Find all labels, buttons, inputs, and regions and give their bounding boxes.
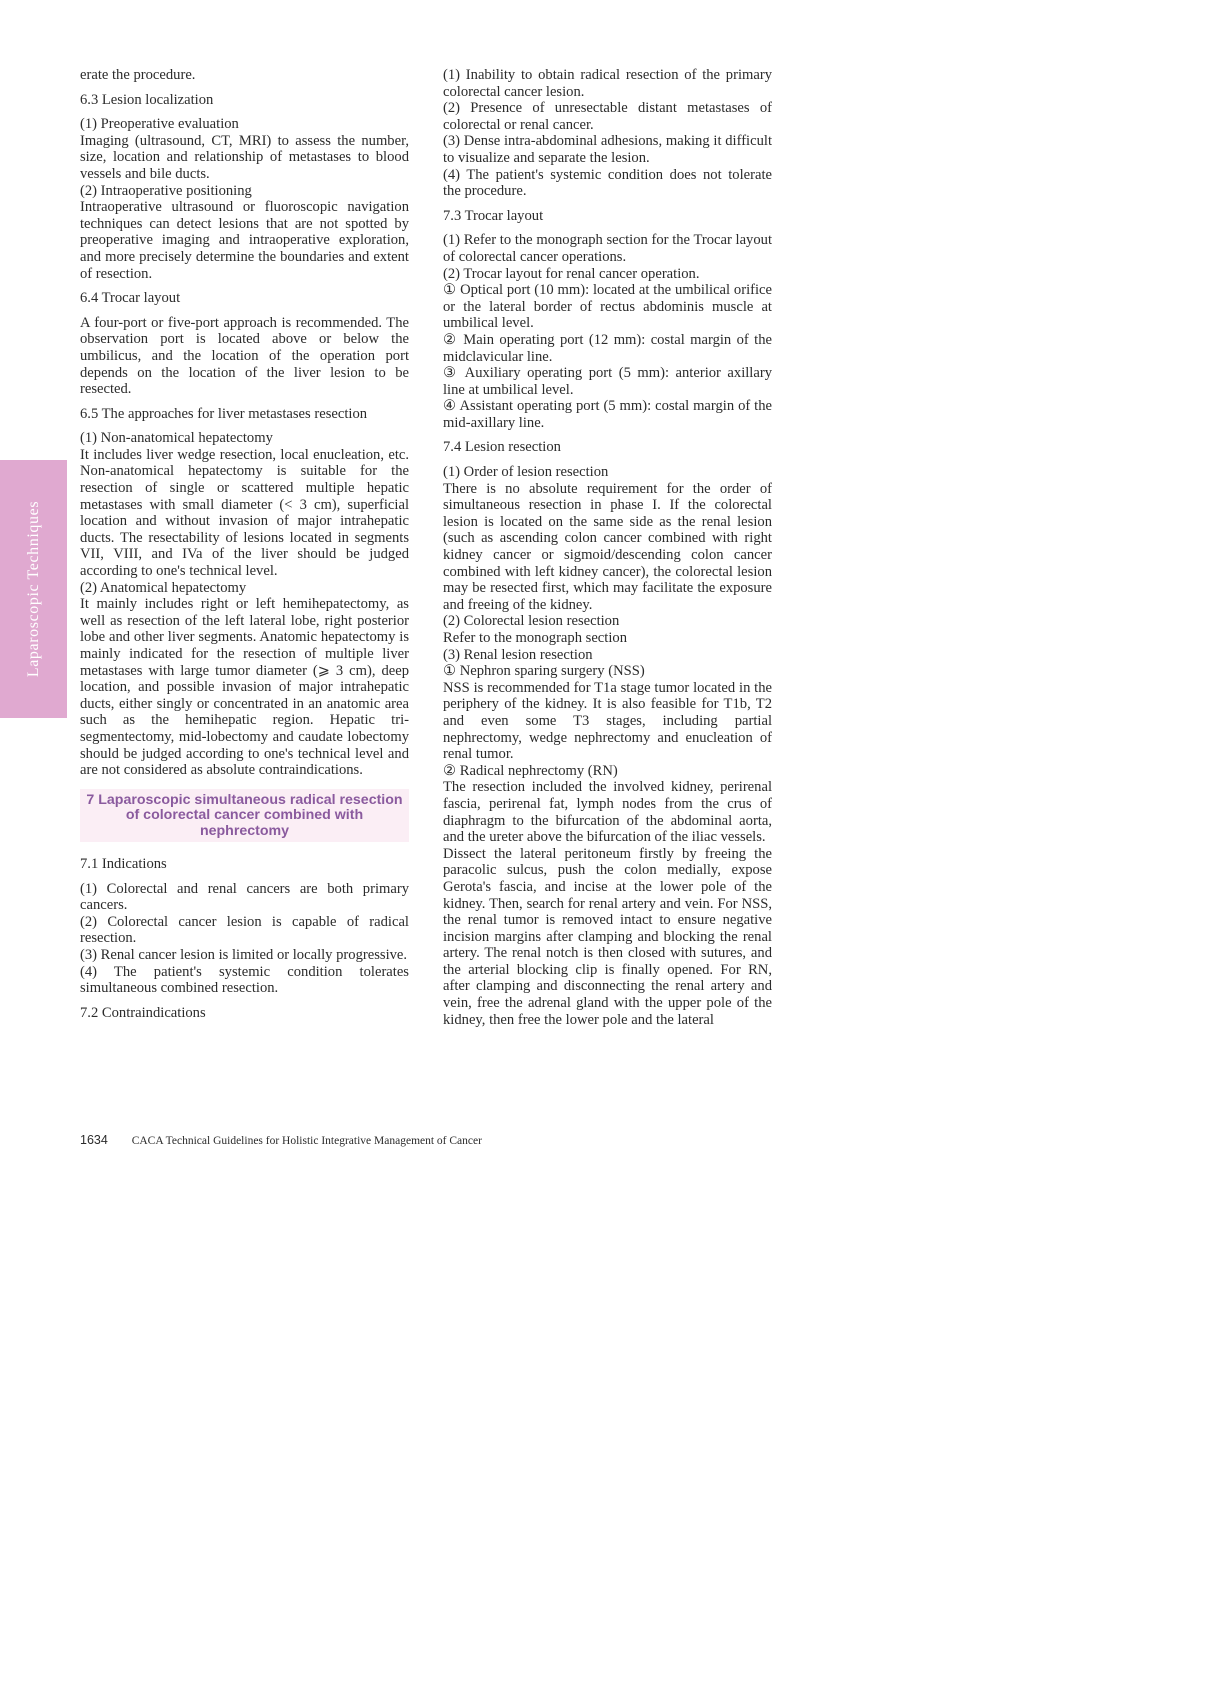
- paragraph: (2) Colorectal lesion resection: [443, 613, 620, 630]
- paragraph: (1) Colorectal and renal cancers are both primary cancers.: [80, 880, 409, 914]
- paragraph: (3) Renal lesion resection: [443, 646, 593, 663]
- subsection-heading: 6.4 Trocar layout: [80, 290, 181, 307]
- page-footer: [80, 1133, 482, 1147]
- right-column: [443, 67, 772, 1028]
- journal-title: CACA Technical Guidelines for Holistic Integrative Management of Cancer: [131, 1135, 482, 1147]
- subsection-heading: 6.3 Lesion localization: [80, 91, 214, 108]
- side-tab-label: Laparoscopic Techniques: [24, 500, 42, 678]
- paragraph: (3) Dense intra-abdominal adhesions, making it difficult to visualize and separate the lesion.: [443, 133, 772, 166]
- paragraph: ③ Auxiliary operating port (5 mm): anterior axillary line at umbilical level.: [443, 365, 772, 398]
- paragraph: Refer to the monograph section: [443, 630, 627, 646]
- paragraph: Intraoperative ultrasound or fluoroscopic navigation techniques can detect lesions that are not spotted by preoperative imaging and intraoperative exploration, and more precisely determine the boundaries and extent of resection.: [80, 199, 409, 282]
- paragraph: The resection included the involved kidney, perirenal fascia, perirenal fat, lymph nodes from the crus of diaphragm to the bifurcation of the abdominal aorta, and the ureter above the bifurcation of the iliac vessels.: [443, 779, 772, 846]
- paragraph: ② Main operating port (12 mm): costal margin of the midclavicular line.: [443, 331, 772, 365]
- paragraph: ① Nephron sparing surgery (NSS): [443, 663, 645, 680]
- paragraph: ② Radical nephrectomy (RN): [443, 762, 618, 779]
- subsection-heading: 7.2 Contraindications: [80, 1004, 206, 1021]
- paragraph: A four-port or five-port approach is recommended. The observation port is located above or below the umbilicus, and the location of the operation port depends on the location of the liver lesion to be resected.: [80, 314, 409, 398]
- page-number: 1634: [80, 1133, 108, 1147]
- subsection-heading: 7.3 Trocar layout: [443, 207, 544, 224]
- subsection-heading: 7.1 Indications: [80, 855, 167, 872]
- paragraph: (2) Anatomical hepatectomy: [80, 579, 247, 596]
- paragraph: Dissect the lateral peritoneum firstly by freeing the paracolic sulcus, push the colon medially, expose Gerota's fascia, and incise at the lower pole of the kidney. Then, search for renal artery and vein. For NSS, the renal tumor is removed intact to ensure negative incision margins after clamping and blocking the renal artery. The renal notch is then closed with sutures, and the arterial blocking clip is finally opened. For RN, after clamping and disconnecting the renal artery and vein, free the adrenal gland with the upper pole of the kidney, then free the lower pole and the lateral: [443, 845, 772, 1028]
- paragraph: ① Optical port (10 mm): located at the umbilical orifice or the lateral border of rectus abdominis muscle at umbilical level.: [443, 282, 772, 332]
- paragraph: (1) Inability to obtain radical resection of the primary colorectal cancer lesion.: [443, 67, 772, 100]
- section-heading: 7 Laparoscopic simultaneous radical resection of colorectal cancer combined with nephrectomy: [86, 791, 403, 839]
- paragraph: (2) Presence of unresectable distant metastases of colorectal or renal cancer.: [443, 100, 772, 133]
- paragraph: (4) The patient's systemic condition tolerates simultaneous combined resection.: [80, 963, 409, 997]
- left-column: [80, 67, 409, 1029]
- paragraph: (1) Refer to the monograph section for the Trocar layout of colorectal cancer operations.: [443, 232, 772, 265]
- paragraph: (4) The patient's systemic condition does not tolerate the procedure.: [443, 166, 772, 200]
- paragraph: ④ Assistant operating port (5 mm): costal margin of the mid-axillary line.: [443, 398, 772, 431]
- paragraph: (1) Preoperative evaluation: [80, 116, 239, 133]
- paragraph: (2) Trocar layout for renal cancer operation.: [443, 265, 700, 282]
- paragraph: It includes liver wedge resection, local enucleation, etc. Non-anatomical hepatectomy is suitable for the resection of single or scattered multiple hepatic metastases with small diameter (< 3 cm), superficial location and without invasion of major intrahepatic ducts. The resectability of lesions located in segments VII, VIII, and IVa of the liver should be judged according to one's technical level.: [80, 446, 409, 580]
- paragraph: NSS is recommended for T1a stage tumor located in the periphery of the kidney. It is also feasible for T1b, T2 and even some T3 stages, including partial nephrectomy, wedge nephrectomy and enucleation of renal tumor.: [443, 679, 772, 763]
- paragraph: erate the procedure.: [80, 67, 196, 83]
- paragraph: There is no absolute requirement for the order of simultaneous resection in phase I. If the colorectal lesion is located on the same side as the renal lesion (such as ascending colon cancer combined with right kidney cancer or sigmoid/descending colon cancer combined with left kidney cancer), the colorectal lesion may be resected first, which may facilitate the exposure and freeing of the kidney.: [443, 480, 772, 613]
- section-heading-box: [80, 789, 409, 842]
- paragraph: It mainly includes right or left hemihepatectomy, as well as resection of the left lateral lobe, right posterior lobe and other liver segments. Anatomic hepatectomy is mainly indicated for the resection of multiple liver metastases with large tumor diameter (⩾ 3 cm), deep location, and possible invasion of major intrahepatic ducts, either singly or concentrated in an anatomic area such as the hemihepatic region. Hepatic tri-segmentectomy, mid-lobectomy and caudate lobectomy should be judged according to one's technical level and are not considered as absolute contraindications.: [80, 596, 409, 779]
- paragraph: Imaging (ultrasound, CT, MRI) to assess the number, size, location and relationship of metastases to blood vessels and bile ducts.: [80, 132, 409, 182]
- paragraph: (3) Renal cancer lesion is limited or locally progressive.: [80, 946, 408, 963]
- paragraph: (1) Non-anatomical hepatectomy: [80, 430, 273, 447]
- side-section-tab: [0, 460, 67, 718]
- paragraph: (2) Colorectal cancer lesion is capable of radical resection.: [80, 913, 409, 947]
- subsection-heading: 6.5 The approaches for liver metastases resection: [80, 405, 368, 422]
- paragraph: (1) Order of lesion resection: [443, 464, 609, 481]
- subsection-heading: 7.4 Lesion resection: [443, 439, 561, 456]
- paragraph: (2) Intraoperative positioning: [80, 182, 252, 199]
